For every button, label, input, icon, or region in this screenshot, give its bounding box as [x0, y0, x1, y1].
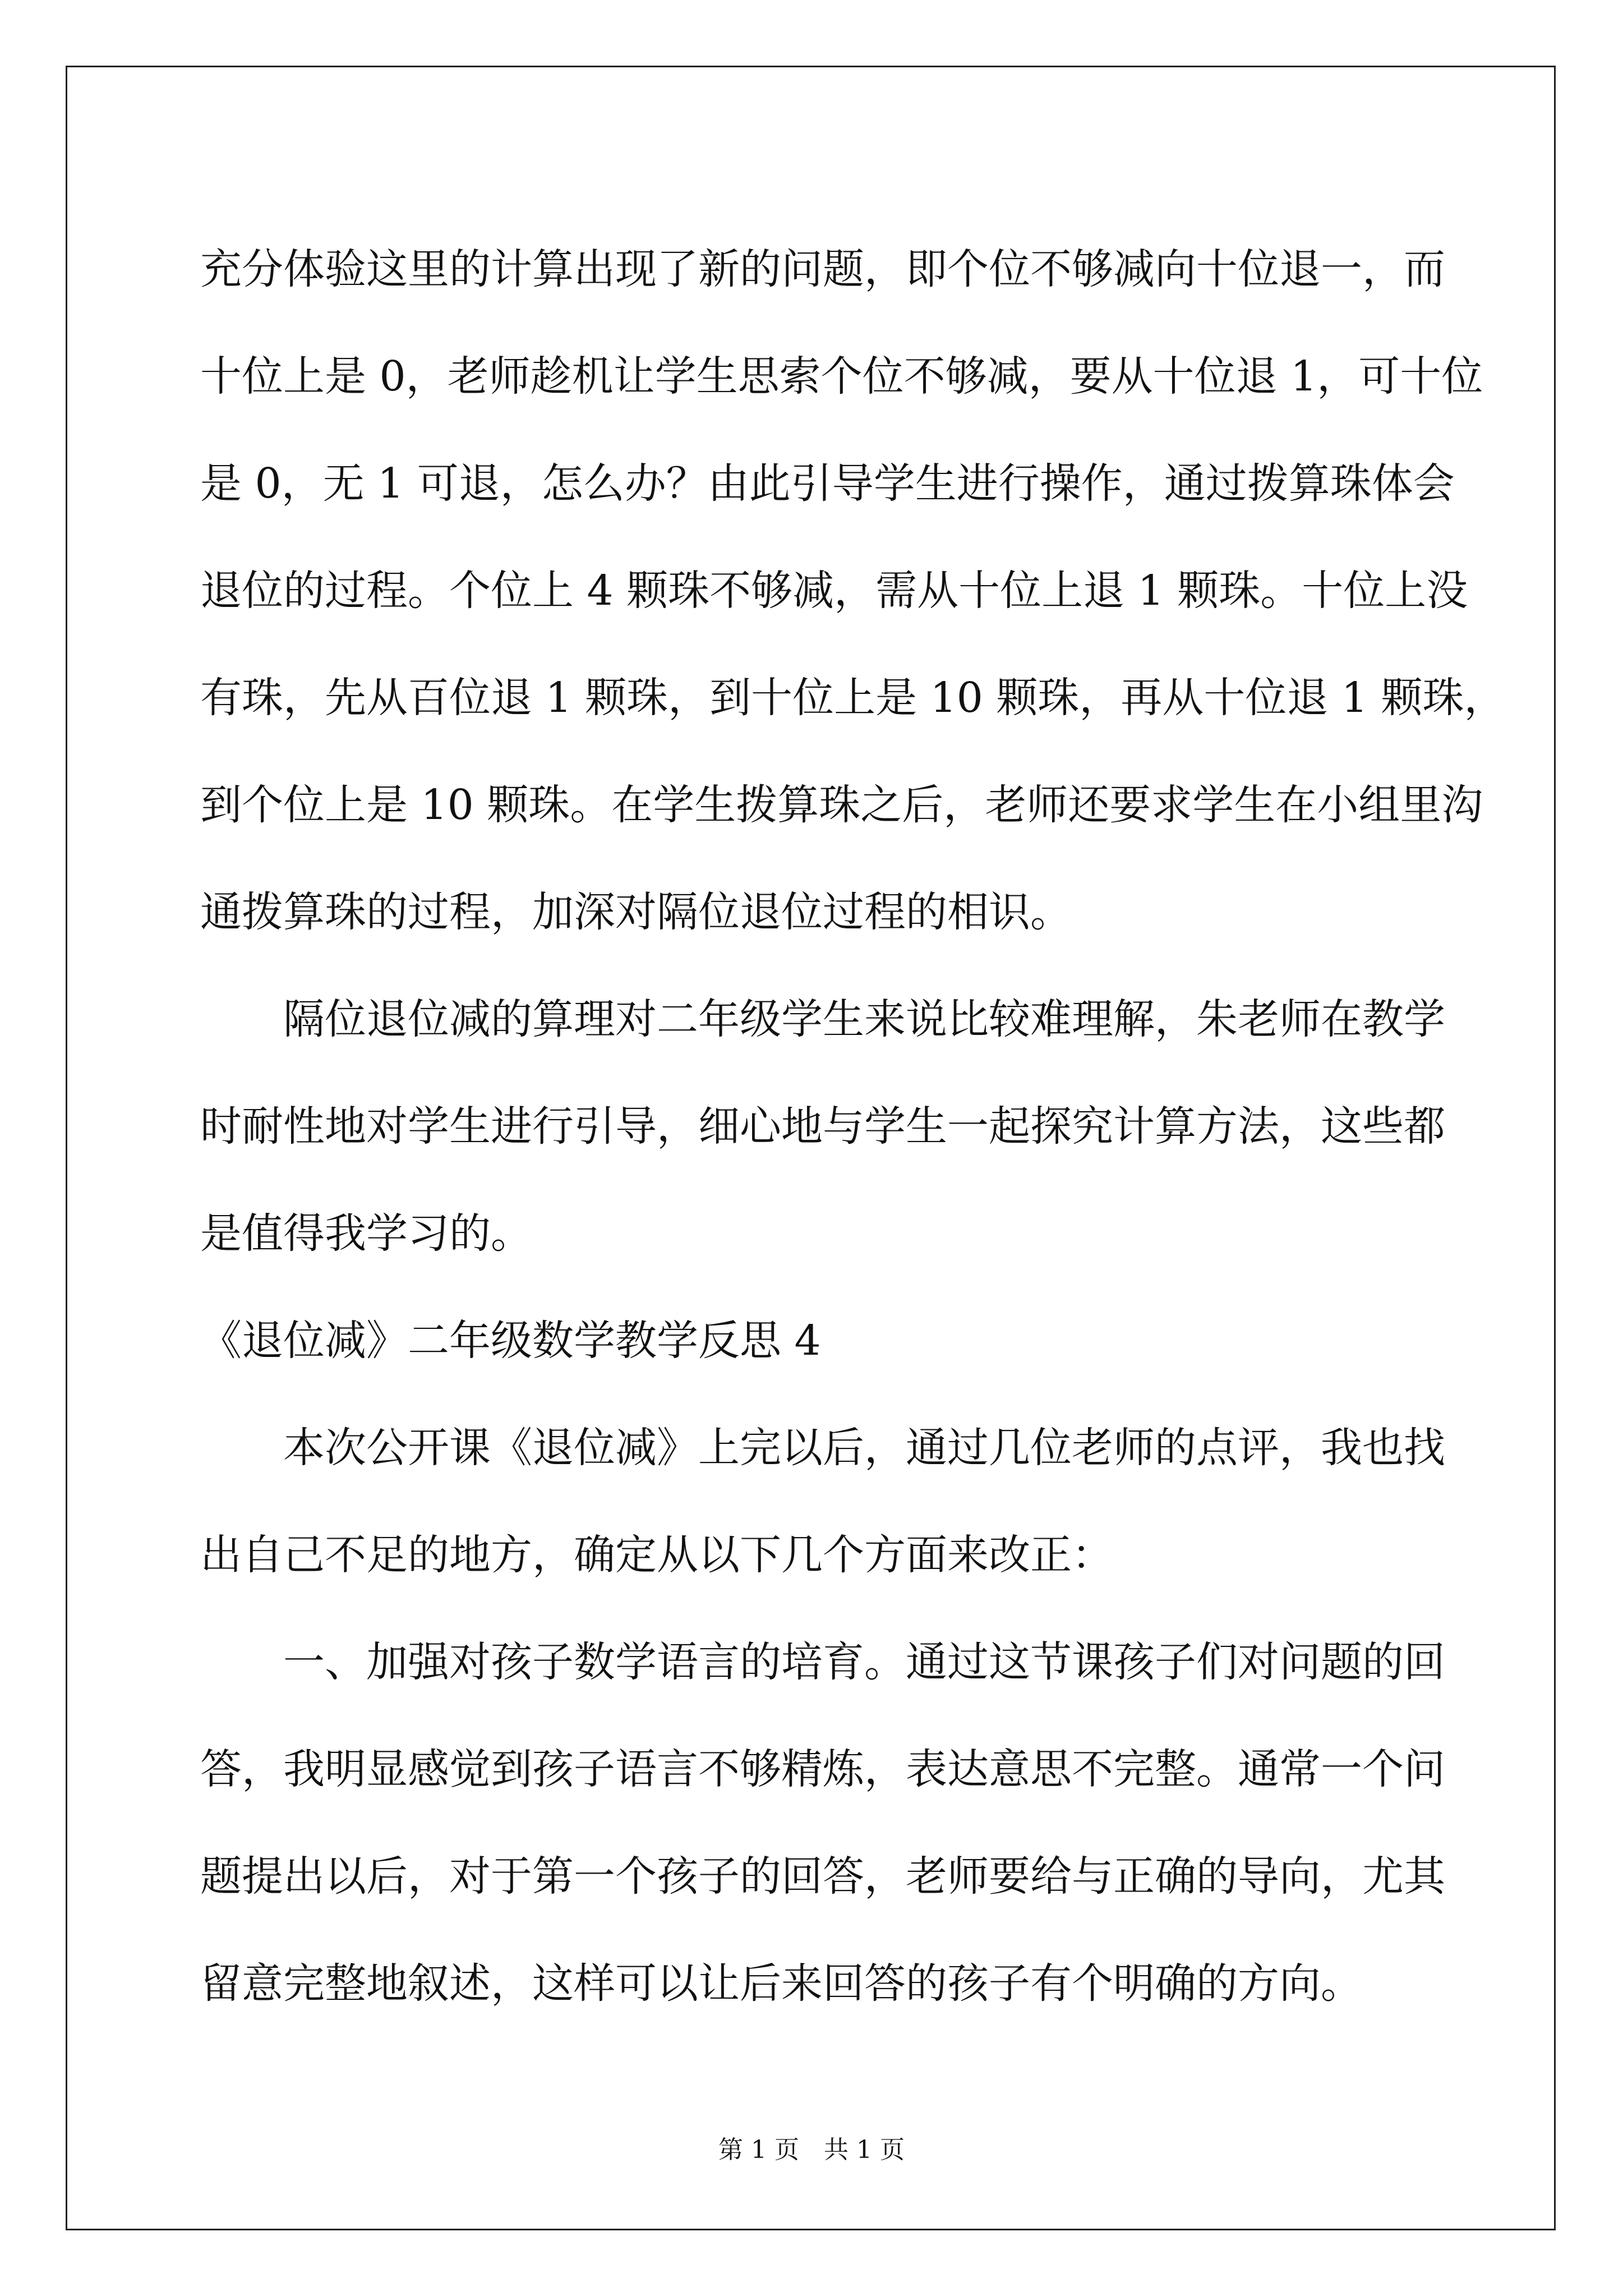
body-line: 到个位上是 10 颗珠。在学生拨算珠之后，老师还要求学生在小组里沟	[200, 781, 1483, 829]
body-line: 通拨算珠的过程，加深对隔位退位过程的相识。	[200, 888, 1072, 936]
body-line: 答，我明显感觉到孩子语言不够精炼，表达意思不完整。通常一个问	[200, 1745, 1445, 1793]
body-line: 是值得我学习的。	[200, 1209, 532, 1258]
document-body	[200, 216, 1506, 2037]
body-line: 十位上是 0，老师趁机让学生思索个位不够减，要从十位退 1，可十位	[200, 352, 1483, 401]
section-heading: 《退位减》二年级数学教学反思 4	[200, 1317, 821, 1365]
body-line: 时耐性地对学生进行引导，细心地与学生一起探究计算方法，这些都	[200, 1102, 1445, 1151]
paragraph-first-line: 一、加强对孩子数学语言的培育。通过这节课孩子们对问题的回	[283, 1638, 1445, 1686]
body-line: 退位的过程。个位上 4 颗珠不够减，需从十位上退 1 颗珠。十位上没	[200, 567, 1468, 615]
body-line: 出自己不足的地方，确定从以下几个方面来改正：	[200, 1531, 1113, 1579]
page-footer: 第 1 页 共 1 页	[718, 2136, 905, 2164]
body-line: 有珠，先从百位退 1 颗珠，到十位上是 10 颗珠，再从十位退 1 颗珠，	[200, 674, 1506, 722]
body-line: 充分体验这里的计算出现了新的问题，即个位不够减向十位退一，而	[200, 245, 1445, 293]
body-line: 是 0，无 1 可退，怎么办？由此引导学生进行操作，通过拨算珠体会	[200, 459, 1455, 508]
paragraph-first-line: 本次公开课《退位减》上完以后，通过几位老师的点评，我也找	[283, 1424, 1445, 1472]
body-line: 留意完整地叙述，这样可以让后来回答的孩子有个明确的方向。	[200, 1959, 1362, 2008]
paragraph-first-line: 隔位退位减的算理对二年级学生来说比较难理解，朱老师在教学	[283, 995, 1445, 1043]
body-line: 题提出以后，对于第一个孩子的回答，老师要给与正确的导向，尤其	[200, 1852, 1445, 1901]
